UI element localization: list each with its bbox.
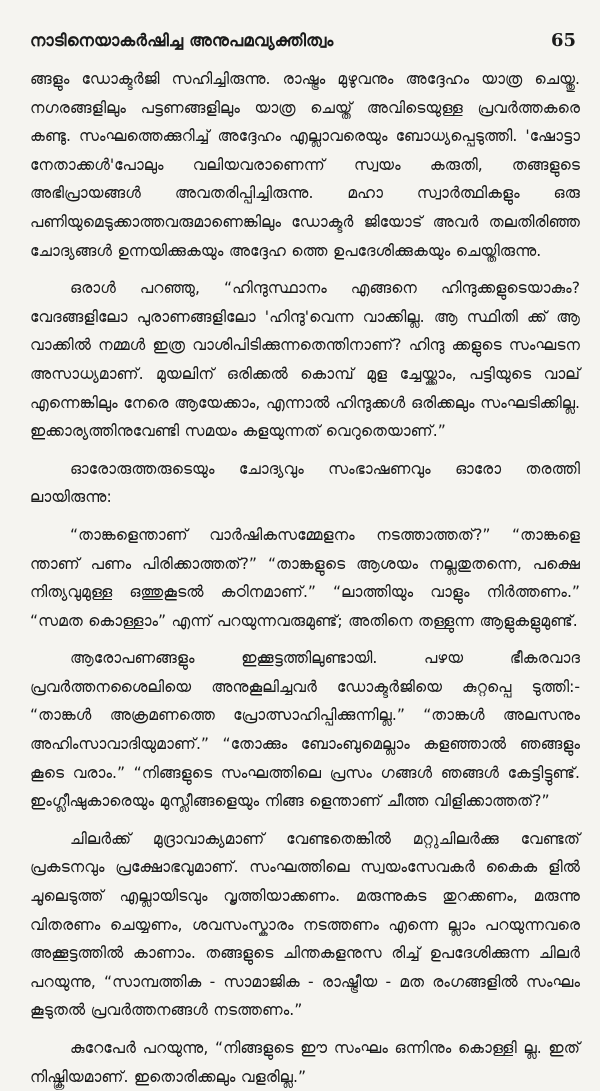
paragraph-3: ഓരോരുത്തരുടെയും ചോദ്യവും സംഭാഷണവും ഓരോ തരത്തി ലായിരുന്നു:	[30, 459, 580, 507]
body-text	[30, 65, 580, 1091]
chapter-title: നാടിനെയാകർഷിച്ച അനുപമവ്യക്തിത്വം	[30, 31, 334, 50]
paragraph-2: ഒരാൾ പറഞ്ഞു, “ഹിന്ദുസ്ഥാനം എങ്ങനെ ഹിന്ദുക്കളുടെയാകും? വേദങ്ങളിലോ പുരാണങ്ങളിലോ 'ഹിന്ദു'വെന്ന വാക്കില്ല. ആ സ്ഥിതി ക്ക് ആ വാക്കിൽ നമ്മൾ ഇത്ര വാശിപിടിക്കുന്നതെന്തിനാണ്? ഹിന്ദു ക്കളുടെ സംഘടന അസാധ്യമാണ്. മുയലിന് ഒരിക്കൽ കൊമ്പ് മുള ച്ചേയ്ക്കാം, പട്ടിയുടെ വാല് എന്നെങ്കിലും നേരെ ആയേക്കാം, എന്നാൽ ഹിന്ദുക്കൾ ഒരിക്കലും സംഘടിക്കില്ല. ഇക്കാര്യത്തിനുവേണ്ടി സമയം കളയുന്നത് വെറുതെയാണ്.”	[30, 279, 580, 441]
paragraph-4: “താങ്കളെന്താണ് വാർഷികസമ്മേളനം നടത്താത്തത്?” “താങ്കളെ ന്താണ് പണം പിരിക്കാത്തത്?” “താങ്കളുടെ ആശയം നല്ലതുതന്നെ, പക്ഷെ നിത്യവുമുള്ള ഒത്തുകൂടൽ കഠിനമാണ്.” “ലാത്തിയും വാളും നിർത്തണം.” “സമത കൊള്ളാം” എന്ന് പറയുന്നവരുമുണ്ട്; അതിനെ തള്ളുന്ന ആളുകളുമുണ്ട്.	[30, 525, 580, 630]
paragraph-1: ങ്ങളും ഡോക്ടർജി സഹിച്ചിരുന്നു. രാഷ്ട്രം മുഴുവനും അദ്ദേഹം യാത്ര ചെയ്തു. നഗരങ്ങളിലും പട്ടണങ്ങളിലും യാത്ര ചെയ്ത് അവിടെയുള്ള പ്രവർത്തകരെ കണ്ടു. സംഘത്തെക്കുറിച്ച് അദ്ദേഹം എല്ലാവരെയും ബോധ്യപ്പെടുത്തി. 'ഷോട്ടാ നേതാക്കൾ'പോലും വലിയവരാണെന്ന് സ്വയം കരുതി, തങ്ങളുടെ അഭിപ്രായങ്ങൾ അവതരിപ്പിച്ചിരുന്നു. മഹാ സ്വാർത്ഥികളും ഒരു പണിയുമെടുക്കാത്തവരുമാണെങ്കിലും ഡോക്ടർ ജിയോട് അവർ തലതിരിഞ്ഞ ചോദ്യങ്ങൾ ഉന്നയിക്കുകയും അദ്ദേഹ ത്തെ ഉപദേശിക്കുകയും ചെയ്തിരുന്നു.	[30, 70, 580, 260]
paragraph-5: ആരോപണങ്ങളും ഇക്കൂട്ടത്തിലുണ്ടായി. പഴയ ഭീകരവാദ പ്രവർത്തനശൈലിയെ അനുകൂലിച്ചവർ ഡോക്ടർജിയെ കുറ്റപ്പെ ടുത്തി:- “താങ്കൾ അക്രമണത്തെ പ്രോത്സാഹിപ്പിക്കുന്നില്ല.” “താങ്കൾ അലസനും അഹിംസാവാദിയുമാണ്.” “തോക്കും ബോംബുമെല്ലാം കളഞ്ഞാൽ ഞങ്ങളും കൂടെ വരാം.” “നിങ്ങളുടെ സംഘത്തിലെ പ്രസം ഗങ്ങൾ ഞങ്ങൾ കേട്ടിട്ടുണ്ട്. ഇംഗ്ലീഷുകാരെയും മുസ്ലീങ്ങളെയും നിങ്ങ ളെന്താണ് ചീത്ത വിളിക്കാത്തത്?”	[30, 649, 580, 811]
running-header	[30, 30, 580, 51]
paragraph-6: ചിലർക്ക് മുദ്രാവാക്യമാണ് വേണ്ടതെങ്കിൽ മറ്റുചിലർക്കു വേണ്ടത് പ്രകടനവും പ്രക്ഷോഭവുമാണ്. സംഘത്തിലെ സ്വയംസേവകർ കൈക ളിൽ ചൂലെടുത്ത് എല്ലായിടവും വൃത്തിയാക്കണം. മരുന്നുകട തുറക്കണം, മരുന്നു വിതരണം ചെയ്യണം, ശവസംസ്കാരം നടത്തണം എന്നെ ല്ലാം പറയുന്നവരെ അക്കൂട്ടത്തിൽ കാണാം. തങ്ങളുടെ ചിന്തകളനുസ രിച്ച് ഉപദേശിക്കുന്ന ചിലർ പറയുന്നു, “സാമ്പത്തിക - സാമാജിക - രാഷ്ട്രീയ - മത രംഗങ്ങളിൽ സംഘം കൂടുതൽ പ്രവർത്തനങ്ങൾ നടത്തണം.”	[30, 829, 580, 1020]
page-number: 65	[550, 30, 576, 51]
paragraph-7: കുറേപേർ പറയുന്നു, “നിങ്ങളുടെ ഈ സംഘം ഒന്നിനും കൊള്ളി ല്ല. ഇത് നിഷ്ക്രിയമാണ്. ഇതൊരിക്കലും വളരില്ല.”	[30, 1039, 580, 1086]
